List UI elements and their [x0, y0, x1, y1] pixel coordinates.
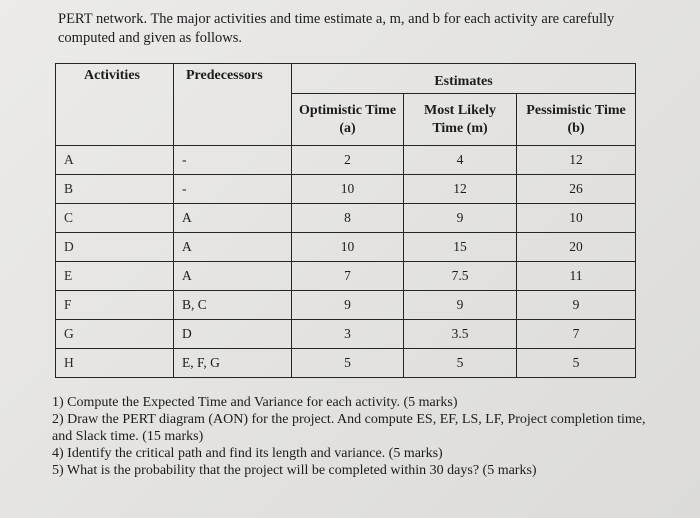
pessimistic-cell: 5: [517, 349, 636, 378]
pessimistic-cell: 10: [517, 204, 636, 233]
optimistic-cell: 5: [292, 349, 404, 378]
optimistic-cell: 9: [292, 291, 404, 320]
most-likely-cell: 5: [404, 349, 517, 378]
optimistic-cell: 7: [292, 262, 404, 291]
activity-cell: C: [56, 204, 174, 233]
question-5: 5) What is the probability that the project will be completed within 30 days? (5 marks): [52, 463, 537, 478]
header-estimates: Estimates: [292, 64, 636, 94]
activity-cell: H: [56, 349, 174, 378]
activity-cell: D: [56, 233, 174, 262]
activity-cell: G: [56, 320, 174, 349]
pessimistic-cell: 20: [517, 233, 636, 262]
table-row: [56, 233, 636, 262]
table-row: [56, 262, 636, 291]
pessimistic-cell: 26: [517, 175, 636, 204]
optimistic-cell: 2: [292, 146, 404, 175]
table-row: [56, 291, 636, 320]
activity-cell: B: [56, 175, 174, 204]
most-likely-cell: 9: [404, 204, 517, 233]
predecessor-cell: A: [174, 262, 292, 291]
most-likely-cell: 12: [404, 175, 517, 204]
question-2: 2) Draw the PERT diagram (AON) for the project. And compute ES, EF, LS, LF, Project completion time, and Slack time. (15 marks): [52, 412, 646, 444]
predecessor-cell: B, C: [174, 291, 292, 320]
table-row: [56, 146, 636, 175]
pessimistic-cell: 12: [517, 146, 636, 175]
pessimistic-cell: 11: [517, 262, 636, 291]
pessimistic-cell: 9: [517, 291, 636, 320]
header-pessimistic: Pessimistic Time (b): [517, 94, 636, 146]
most-likely-cell: 4: [404, 146, 517, 175]
table-row: [56, 320, 636, 349]
header-activities: Activities: [56, 64, 174, 146]
most-likely-cell: 3.5: [404, 320, 517, 349]
pert-estimates-table: [55, 63, 636, 378]
pessimistic-cell: 7: [517, 320, 636, 349]
question-4: 4) Identify the critical path and find its length and variance. (5 marks): [52, 446, 443, 461]
questions-list: [52, 394, 652, 479]
most-likely-cell: 7.5: [404, 262, 517, 291]
table-row: [56, 204, 636, 233]
predecessor-cell: A: [174, 233, 292, 262]
activity-cell: E: [56, 262, 174, 291]
predecessor-cell: -: [174, 175, 292, 204]
most-likely-cell: 15: [404, 233, 517, 262]
predecessor-cell: A: [174, 204, 292, 233]
header-optimistic: Optimistic Time (a): [292, 94, 404, 146]
intro-text: PERT network. The major activities and time estimate a, m, and b for each activity are carefully computed and given as follows.: [58, 11, 615, 46]
predecessor-cell: D: [174, 320, 292, 349]
activity-cell: A: [56, 146, 174, 175]
optimistic-cell: 3: [292, 320, 404, 349]
predecessor-cell: -: [174, 146, 292, 175]
table-row: [56, 349, 636, 378]
question-1: 1) Compute the Expected Time and Variance for each activity. (5 marks): [52, 395, 458, 410]
activity-cell: F: [56, 291, 174, 320]
most-likely-cell: 9: [404, 291, 517, 320]
optimistic-cell: 8: [292, 204, 404, 233]
optimistic-cell: 10: [292, 175, 404, 204]
optimistic-cell: 10: [292, 233, 404, 262]
table-row: [56, 175, 636, 204]
header-predecessors: Predecessors: [174, 64, 292, 146]
predecessor-cell: E, F, G: [174, 349, 292, 378]
header-most-likely: Most Likely Time (m): [404, 94, 517, 146]
